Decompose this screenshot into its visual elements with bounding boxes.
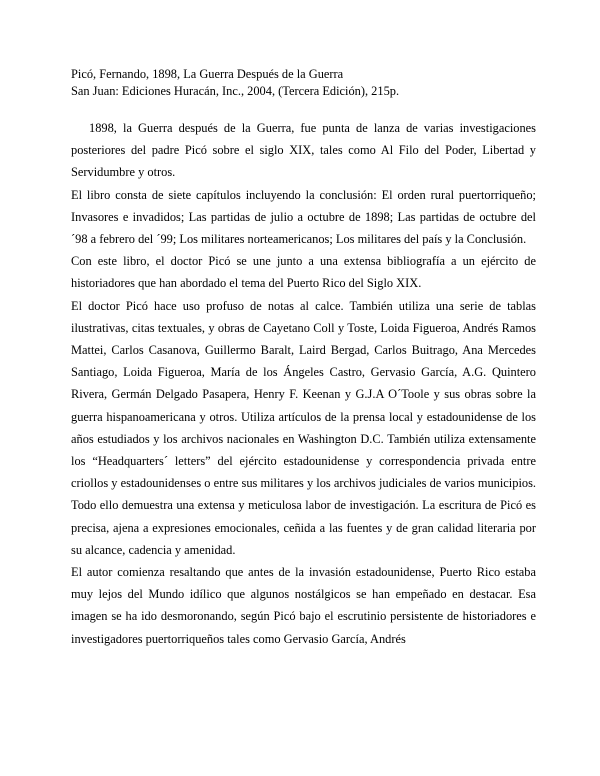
paragraph-author-thesis: El autor comienza resaltando que antes de la invasión estadounidense, Puerto Rico estaba muy lejos del Mundo idílico que algunos nostálgicos se han empeñado en destacar. Esa imagen se ha ido desmoronando, según Picó bajo el escrutinio persistente de historiadores e investigadores puertorriqueños tales como Gervasio García, Andrés: [71, 565, 536, 646]
paragraph-bibliography: Con este libro, el doctor Picó se une junto a una extensa bibliografía a un ejército de historiadores que han abordado el tema del Puerto Rico del Siglo XIX.: [71, 254, 536, 291]
paragraph-chapters: El libro consta de siete capítulos incluyendo la conclusión: El orden rural puertorriqueño; Invasores e invadidos; Las partidas de julio a octubre de 1898; Las partidas de octubre del ´98 a febrero del ´99; Los militares norteamericanos; Los militares del país y la Conclusión.: [71, 187, 536, 247]
paragraph-sources: El doctor Picó hace uso profuso de notas al calce. También utiliza una serie de tablas ilustrativas, citas textuales, y obras de Cayetano Coll y Toste, Loida Figueroa, Andrés Ramos Mattei, Carlos Casanova, Guillermo Baralt, Laird Bergad, Carlos Buitrago, Ana Mercedes Santiago, Loida Figueroa, María de los Ángeles Castro, Gervasio García, A.G. Quintero Rivera, Germán Delgado Pasapera, Henry F. Keenan y G.J.A O´Toole y sus obras sobre la guerra hispanoamericana y otros. Utiliza artículos de la prensa local y estadounidense de los años estudiados y los archivos nacionales en Washington D.C. También utiliza extensamente los “Headquarters´ letters” del ejército estadounidense y correspondencia privada entre criollos y estadounidenses o entre sus militares y los archivos judiciales de varios municipios. Todo ello demuestra una extensa y meticulosa labor de investigación. La escritura de Picó es precisa, ajena a expresiones emocionales, ceñida a las fuentes y de gran calidad literaria por su alcance, cadencia y amenidad.: [71, 298, 536, 557]
paragraph-intro: 1898, la Guerra después de la Guerra, fue punta de lanza de varias investigaciones posteriores del padre Picó sobre el siglo XIX, tales como Al Filo del Poder, Libertad y Servidumbre y otros.: [71, 121, 536, 180]
book-citation: [71, 66, 536, 99]
citation-line-publisher: San Juan: Ediciones Huracán, Inc., 2004, (Tercera Edición), 215p.: [71, 83, 400, 98]
review-body: [71, 117, 536, 650]
citation-line-title: Picó, Fernando, 1898, La Guerra Después de la Guerra: [71, 67, 344, 81]
